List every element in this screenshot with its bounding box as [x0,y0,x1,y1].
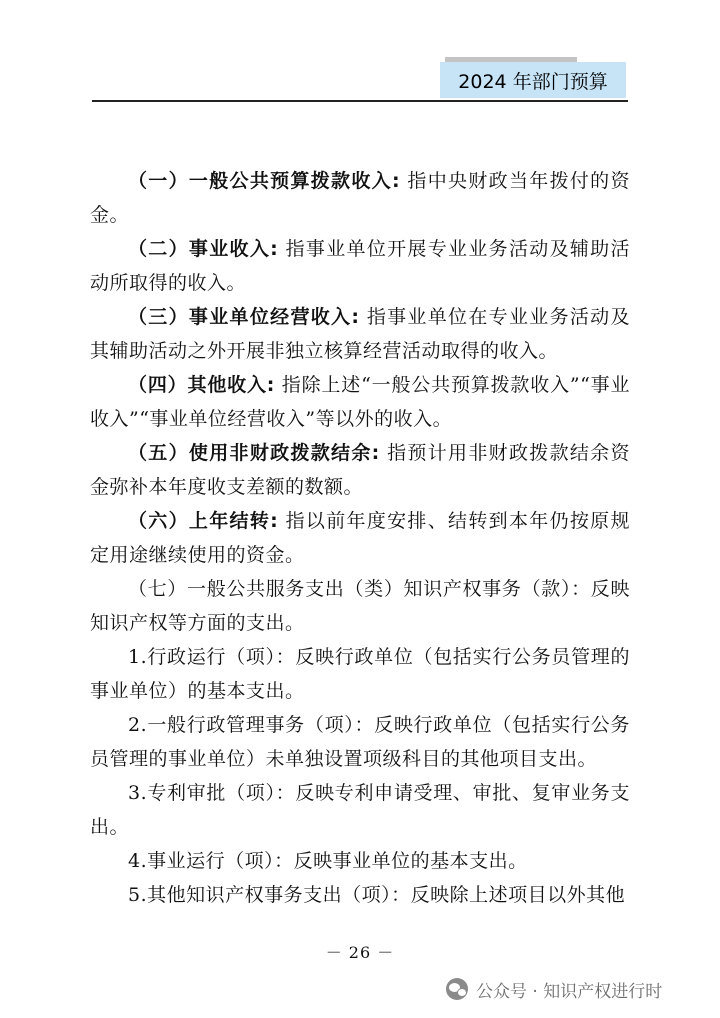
header-title: 2024 年部门预算 [458,70,608,93]
paragraph [90,572,630,640]
paragraph-term: （五）使用非财政拨款结余: [128,442,380,464]
paragraph-text: （七）一般公共服务支出（类）知识产权事务（款）：反映知识产权等方面的支出。 [90,578,630,634]
paragraph-text: 1.行政运行（项）：反映行政单位（包括实行公务员管理的事业单位）的基本支出。 [90,646,630,702]
paragraph-term: （一）一般公共预算拨款收入: [128,170,401,192]
paragraph-text: 指中央财政当年拨付的资金。 [90,170,630,226]
paragraph-text: 指事业单位开展专业业务活动及辅助活动所取得的收入。 [90,238,630,294]
paragraph-term: （三）事业单位经营收入: [128,306,360,328]
paragraph [90,436,630,504]
paragraph [90,300,630,368]
paragraph [90,878,630,912]
paragraph-term: （四）其他收入: [128,374,275,396]
paragraph [90,776,630,844]
page-number: － 26 － [325,943,395,962]
paragraph-text: 2.一般行政管理事务（项）：反映行政单位（包括实行公务员管理的事业单位）未单独设置项级科目的其他项目支出。 [90,714,630,770]
paragraph [90,640,630,708]
paragraph [90,844,630,878]
paragraph-text: 指以前年度安排、结转到本年仍按原规定用途继续使用的资金。 [90,510,630,566]
header-title-box [440,62,626,98]
paragraph [90,164,630,232]
paragraph [90,368,630,436]
paragraph-term: （六）上年结转: [128,510,279,532]
watermark-text: 公众号 · 知识产权进行时 [476,981,663,1002]
paragraph [90,504,630,572]
header-rule [92,100,628,102]
paragraph-text: 4.事业运行（项）：反映事业单位的基本支出。 [128,850,528,872]
paragraph [90,232,630,300]
paragraph-text: 指事业单位在专业业务活动及其辅助活动之外开展非独立核算经营活动取得的收入。 [90,306,630,362]
document-body [90,164,630,912]
paragraph-text: 5.其他知识产权事务支出（项）：反映除上述项目以外其他 [128,884,626,906]
paragraph-text: 指除上述“一般公共预算拨款收入”“事业收入”“事业单位经营收入”等以外的收入。 [90,374,630,430]
paragraph [90,708,630,776]
wechat-icon [446,978,468,1000]
paragraph-term: （二）事业收入: [128,238,279,260]
paragraph-text: 3.专利审批（项）：反映专利申请受理、审批、复审业务支出。 [90,782,630,838]
watermark [446,974,662,1004]
paragraph-text: 指预计用非财政拨款结余资金弥补本年度收支差额的数额。 [90,442,630,498]
